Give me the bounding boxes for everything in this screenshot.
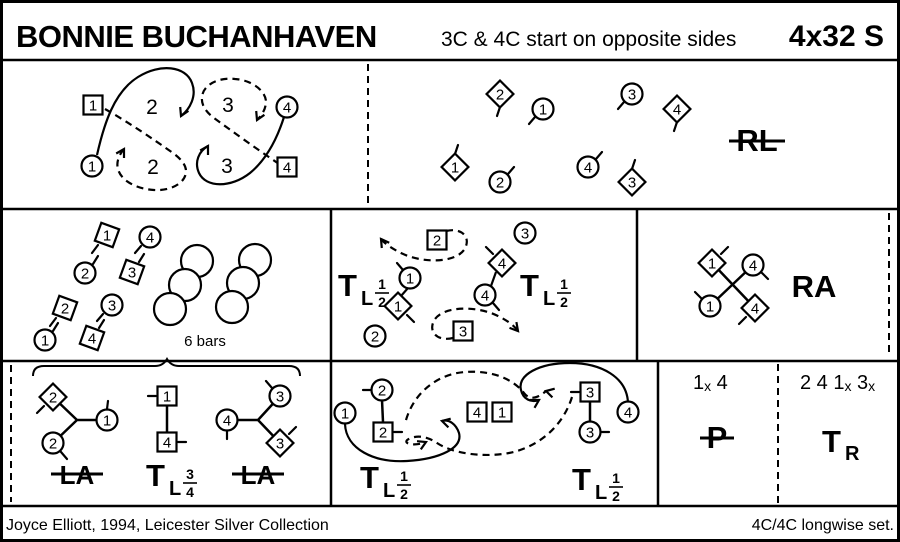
track-dashed (105, 109, 186, 190)
svg-text:1: 1 (405, 270, 415, 288)
dancer-square (148, 387, 177, 406)
hand-connectors (53, 265, 753, 443)
dancer-square (84, 96, 103, 115)
svg-text:2: 2 (495, 86, 505, 104)
turn-hand: L (361, 288, 374, 310)
dancer-square (468, 403, 487, 422)
dancer-circle (217, 410, 238, 440)
dancer-number (146, 96, 158, 119)
cell-circles-6bars (35, 223, 272, 351)
turn-t: T (520, 268, 539, 303)
svg-text:3: 3 (222, 94, 234, 117)
svg-text:2: 2 (378, 424, 388, 442)
dancer-square (486, 247, 515, 276)
svg-text:4: 4 (623, 404, 633, 422)
dancer-square (374, 423, 403, 442)
svg-text:3: 3 (585, 384, 595, 402)
dancer-square (428, 231, 447, 250)
frac-den: 2 (560, 294, 568, 310)
dancer-circle (43, 433, 68, 460)
track-dashed (406, 397, 572, 455)
svg-text:1: 1 (340, 405, 350, 423)
la-text: LA (240, 460, 276, 490)
svg-text:3: 3 (127, 264, 137, 282)
dancer-square (50, 296, 77, 326)
dancer-circle (475, 285, 500, 311)
deviser-credit: Joyce Elliott, 1994, Leicester Silver Collection (6, 517, 329, 534)
dancer-square (487, 81, 514, 116)
svg-text:2: 2 (495, 174, 505, 192)
dancer-circle (618, 402, 639, 423)
figure-label-rl (729, 123, 785, 158)
frac-num: 3 (186, 466, 194, 482)
turn-hand: L (543, 288, 556, 310)
progression-left: 1x 4 (693, 372, 728, 394)
svg-text:3: 3 (107, 297, 117, 315)
svg-text:4: 4 (145, 229, 155, 247)
svg-text:2: 2 (432, 232, 442, 250)
figure-label-la-right (232, 460, 284, 490)
svg-text:4: 4 (282, 159, 292, 177)
svg-text:3: 3 (275, 388, 285, 406)
svg-text:1: 1 (538, 101, 548, 119)
track-solid (345, 421, 459, 462)
frac-den: 2 (378, 294, 386, 310)
dancer-square (571, 383, 600, 402)
svg-text:3: 3 (275, 435, 285, 453)
dancer-circle (277, 97, 298, 118)
svg-text:4: 4 (472, 404, 482, 422)
turn-t: T (822, 424, 841, 459)
svg-text:2: 2 (48, 389, 58, 407)
dancer-circle (266, 381, 291, 407)
turn-hand: L (595, 482, 608, 504)
dancer-circle (618, 84, 643, 110)
dancer-circle (529, 99, 554, 125)
svg-text:2: 2 (147, 156, 159, 179)
svg-text:4: 4 (480, 287, 490, 305)
p-text: P (706, 420, 728, 455)
dancer-square (454, 322, 473, 341)
dancer-square (493, 403, 512, 422)
svg-text:3: 3 (627, 174, 637, 192)
svg-text:1: 1 (102, 227, 112, 245)
track-dashed (432, 309, 518, 339)
figure-label-ra: RA (791, 269, 837, 304)
arrowhead (200, 146, 208, 155)
svg-text:1: 1 (88, 97, 98, 115)
svg-text:1: 1 (40, 332, 50, 350)
figure-label-pousette (700, 420, 734, 455)
dancer-circle (82, 156, 103, 177)
svg-text:2: 2 (377, 382, 387, 400)
dancer-number (222, 94, 234, 117)
figure-label-turn-r (822, 424, 860, 465)
svg-text:1: 1 (102, 412, 112, 430)
svg-text:1: 1 (497, 404, 507, 422)
arrowhead (442, 419, 451, 428)
figure-label-la-left (51, 460, 103, 490)
svg-text:1: 1 (450, 159, 460, 177)
dancer-circle (363, 380, 393, 401)
bars-annotation: 6 bars (184, 333, 226, 350)
svg-text:4: 4 (748, 257, 758, 275)
dancer-circle (515, 223, 536, 244)
turn-t: T (572, 462, 591, 497)
figure-label-turn-l34 (146, 458, 197, 500)
turn-t: T (146, 458, 165, 493)
dancer-square (80, 320, 104, 350)
svg-text:1: 1 (707, 255, 717, 273)
dancer-square (699, 247, 728, 276)
dancer-square (278, 158, 297, 177)
frac-num: 1 (612, 470, 620, 486)
dancer-square (267, 427, 296, 456)
set-type: 4C/4C longwise set. (751, 517, 894, 534)
dancer-circle (97, 401, 118, 431)
dancer-circle (135, 227, 161, 254)
dancer-square (158, 433, 187, 452)
dancer-square (442, 145, 469, 180)
svg-text:3: 3 (520, 225, 530, 243)
svg-text:2: 2 (370, 328, 380, 346)
frac-num: 1 (560, 276, 568, 292)
dancer-square (37, 384, 66, 413)
dancer-circle (335, 403, 356, 424)
la-text: LA (59, 460, 95, 490)
dancer-number (147, 156, 159, 179)
dancer-square (120, 254, 144, 284)
dancer-square (619, 160, 646, 195)
frac-den: 2 (612, 488, 620, 504)
cell-rights-and-lefts (442, 81, 691, 196)
svg-text:1: 1 (87, 158, 97, 176)
figure-label-turn-l12-b (520, 268, 571, 310)
dance-title: BONNIE BUCHANHAVEN (16, 19, 377, 54)
figure-label-turn-l12-c (360, 460, 411, 502)
svg-text:2: 2 (48, 435, 58, 453)
svg-text:1: 1 (705, 298, 715, 316)
dancer-square (739, 295, 768, 324)
dancer-circle (75, 256, 99, 284)
svg-text:1: 1 (162, 388, 172, 406)
dancer-circle (743, 255, 769, 280)
svg-text:4: 4 (162, 434, 172, 452)
figure-label-turn-l12-a (338, 268, 389, 310)
svg-text:3: 3 (458, 323, 468, 341)
svg-text:2: 2 (146, 96, 158, 119)
dancer-circle (695, 292, 721, 317)
svg-text:2: 2 (80, 265, 90, 283)
progression-right: 2 4 1x 3x (800, 372, 876, 394)
arrowhead (256, 111, 264, 120)
track-solid (197, 117, 284, 184)
svg-text:4: 4 (672, 101, 682, 119)
svg-text:3: 3 (221, 155, 233, 178)
svg-text:3: 3 (585, 424, 595, 442)
svg-text:4: 4 (497, 255, 507, 273)
dancer-number (221, 155, 233, 178)
dancer-square (664, 96, 691, 131)
svg-text:3: 3 (627, 86, 637, 104)
frac-num: 1 (378, 276, 386, 292)
dancer-circle (397, 263, 421, 289)
track-dashed (381, 230, 467, 260)
svg-text:4: 4 (222, 412, 232, 430)
dancer-square (92, 223, 119, 253)
dancer-square (385, 293, 414, 322)
turn-hand: L (383, 480, 396, 502)
dancer-circle (97, 295, 123, 322)
arrowhead (546, 389, 555, 398)
dancer-circle (365, 326, 386, 347)
frac-den: 4 (186, 484, 194, 500)
circle-formation-marker (154, 293, 186, 325)
circle-formation-marker (216, 291, 248, 323)
turn-t: T (338, 268, 357, 303)
dance-subtitle: 3C & 4C start on opposite sides (441, 28, 737, 51)
frac-num: 1 (400, 468, 408, 484)
dancer-circle (578, 152, 603, 178)
dancer-circle (580, 422, 610, 443)
figure-label-turn-l12-d (572, 462, 623, 504)
rl-text: RL (736, 123, 778, 158)
cell-turn-cast (335, 380, 639, 443)
dance-length: 4x32 S (788, 20, 884, 53)
turn-t: T (360, 460, 379, 495)
frac-den: 2 (400, 486, 408, 502)
dancer-circle (35, 323, 59, 351)
svg-text:4: 4 (87, 330, 97, 348)
turn-hand: R (845, 443, 860, 465)
svg-text:2: 2 (60, 300, 70, 318)
svg-text:4: 4 (282, 99, 292, 117)
svg-text:1: 1 (393, 298, 403, 316)
dancer-circle (490, 167, 515, 193)
svg-text:4: 4 (583, 159, 593, 177)
svg-text:4: 4 (750, 300, 760, 318)
turn-hand: L (169, 478, 182, 500)
arrowhead (417, 441, 426, 449)
